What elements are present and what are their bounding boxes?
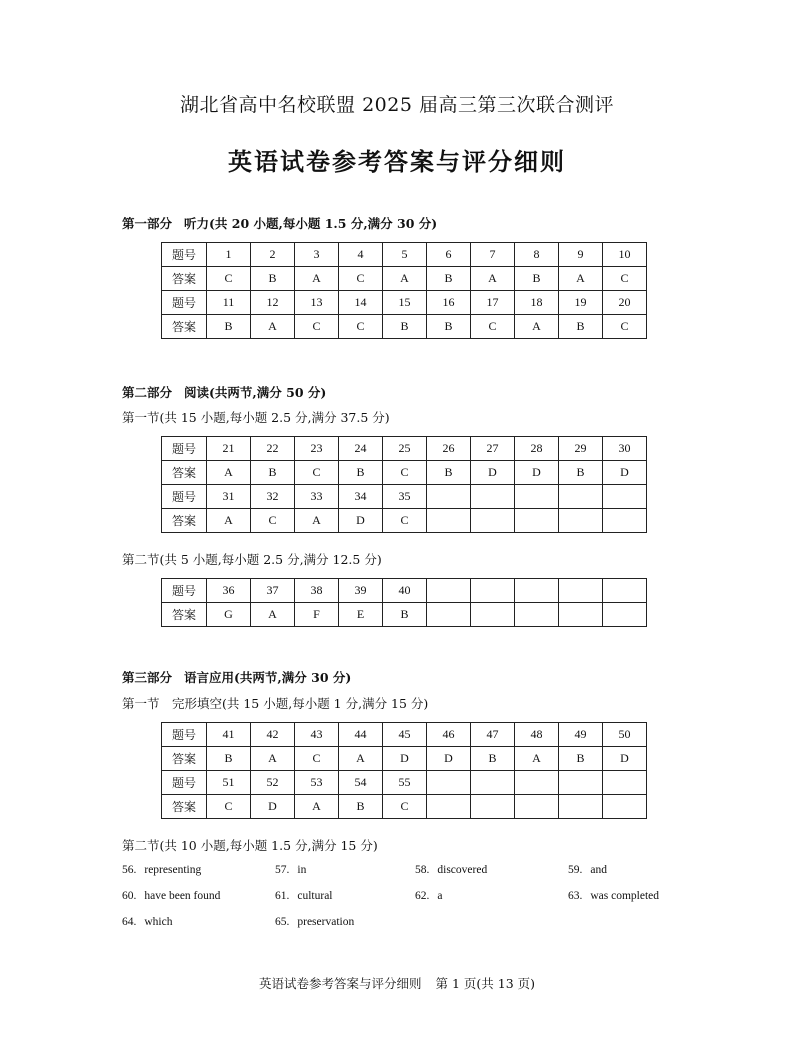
row-label: 题号 bbox=[162, 437, 207, 461]
page-footer bbox=[0, 974, 794, 992]
part3-desc: 语言应用(共两节,满分 30 分) bbox=[184, 670, 352, 685]
answer-cell: C bbox=[471, 315, 515, 339]
question-number-cell: 16 bbox=[427, 291, 471, 315]
question-number-cell: 5 bbox=[383, 243, 427, 267]
question-number-cell: 54 bbox=[339, 771, 383, 795]
footer-doc-name: 英语试卷参考答案与评分细则 bbox=[258, 976, 422, 991]
question-number-cell: 18 bbox=[515, 291, 559, 315]
answer-cell: B bbox=[515, 267, 559, 291]
answer-cell: A bbox=[295, 509, 339, 533]
question-number-cell: 55 bbox=[383, 771, 427, 795]
question-number-cell: 39 bbox=[339, 579, 383, 603]
question-number-cell: 15 bbox=[383, 291, 427, 315]
question-number-cell: 45 bbox=[383, 723, 427, 747]
row-label: 题号 bbox=[162, 291, 207, 315]
question-number-cell: 30 bbox=[603, 437, 647, 461]
table-row bbox=[162, 509, 647, 533]
question-number-cell: 24 bbox=[339, 437, 383, 461]
fill-answer: 56. representing bbox=[122, 864, 202, 876]
part2-heading bbox=[122, 383, 326, 401]
question-number-cell: 19 bbox=[559, 291, 603, 315]
question-number-cell: 2 bbox=[251, 243, 295, 267]
answer-cell: D bbox=[383, 747, 427, 771]
answer-cell: C bbox=[603, 267, 647, 291]
answer-cell: D bbox=[603, 747, 647, 771]
part3-label: 第三部分 bbox=[122, 670, 173, 685]
question-number-cell: 38 bbox=[295, 579, 339, 603]
fill-answer: 58. discovered bbox=[415, 864, 488, 876]
question-number-cell bbox=[559, 579, 603, 603]
answer-cell: C bbox=[339, 267, 383, 291]
question-number-cell: 20 bbox=[603, 291, 647, 315]
row-label: 题号 bbox=[162, 579, 207, 603]
exam-title: 湖北省高中名校联盟 2025 届高三第三次联合测评 bbox=[180, 94, 614, 116]
answer-cell: B bbox=[559, 315, 603, 339]
question-number-cell: 29 bbox=[559, 437, 603, 461]
part3-section1-title: 第一节 完形填空(共 15 小题,每小题 1 分,满分 15 分) bbox=[122, 696, 429, 711]
answer-cell: B bbox=[207, 315, 251, 339]
fill-answer: 65. preservation bbox=[275, 916, 355, 928]
answer-cell: G bbox=[207, 603, 251, 627]
answer-cell bbox=[559, 603, 603, 627]
answer-cell: C bbox=[251, 509, 295, 533]
page-number: 第 1 页(共 13 页) bbox=[435, 976, 536, 991]
part3-heading bbox=[122, 668, 351, 686]
table-row bbox=[162, 437, 647, 461]
question-number-cell: 26 bbox=[427, 437, 471, 461]
row-label: 题号 bbox=[162, 243, 207, 267]
question-number-cell: 52 bbox=[251, 771, 295, 795]
answer-cell bbox=[603, 795, 647, 819]
fill-answer: 57. in bbox=[275, 864, 307, 876]
question-number-cell: 14 bbox=[339, 291, 383, 315]
question-number-cell bbox=[427, 485, 471, 509]
answer-cell: B bbox=[339, 795, 383, 819]
question-number-cell bbox=[515, 771, 559, 795]
part1-answer-table bbox=[161, 242, 647, 339]
answer-cell: A bbox=[207, 461, 251, 485]
question-number-cell bbox=[427, 771, 471, 795]
answer-cell: C bbox=[383, 795, 427, 819]
answer-cell: B bbox=[559, 461, 603, 485]
question-number-cell bbox=[603, 771, 647, 795]
part2-section2-title: 第二节(共 5 小题,每小题 2.5 分,满分 12.5 分) bbox=[122, 552, 382, 567]
answer-cell bbox=[515, 795, 559, 819]
answer-cell: D bbox=[339, 509, 383, 533]
question-number-cell: 11 bbox=[207, 291, 251, 315]
answer-cell bbox=[603, 509, 647, 533]
table-row bbox=[162, 579, 647, 603]
fill-answer: 59. and bbox=[568, 864, 607, 876]
part3-section2-title: 第二节(共 10 小题,每小题 1.5 分,满分 15 分) bbox=[122, 838, 378, 853]
document-title: 英语试卷参考答案与评分细则 bbox=[228, 147, 566, 176]
answer-cell: C bbox=[295, 747, 339, 771]
question-number-cell: 37 bbox=[251, 579, 295, 603]
answer-cell bbox=[559, 795, 603, 819]
answer-cell: B bbox=[427, 461, 471, 485]
answer-cell: E bbox=[339, 603, 383, 627]
question-number-cell: 47 bbox=[471, 723, 515, 747]
answer-cell: D bbox=[471, 461, 515, 485]
question-number-cell: 12 bbox=[251, 291, 295, 315]
answer-cell: B bbox=[251, 461, 295, 485]
question-number-cell: 1 bbox=[207, 243, 251, 267]
question-number-cell: 6 bbox=[427, 243, 471, 267]
question-number-cell: 13 bbox=[295, 291, 339, 315]
question-number-cell bbox=[471, 485, 515, 509]
row-label: 答案 bbox=[162, 267, 207, 291]
fill-answer: 62. a bbox=[415, 890, 443, 902]
question-number-cell: 4 bbox=[339, 243, 383, 267]
part1-heading bbox=[122, 214, 437, 232]
answer-cell: C bbox=[383, 509, 427, 533]
answer-cell: A bbox=[339, 747, 383, 771]
answer-cell bbox=[515, 603, 559, 627]
question-number-cell bbox=[427, 579, 471, 603]
part2-desc: 阅读(共两节,满分 50 分) bbox=[184, 385, 327, 400]
question-number-cell bbox=[471, 771, 515, 795]
answer-cell: B bbox=[559, 747, 603, 771]
question-number-cell: 28 bbox=[515, 437, 559, 461]
table-row bbox=[162, 267, 647, 291]
answer-cell bbox=[471, 795, 515, 819]
answer-cell bbox=[603, 603, 647, 627]
part3-section1-table bbox=[161, 722, 647, 819]
answer-cell bbox=[471, 603, 515, 627]
part2-section1-table bbox=[161, 436, 647, 533]
answer-cell: C bbox=[603, 315, 647, 339]
answer-cell: B bbox=[427, 267, 471, 291]
answer-cell: A bbox=[251, 747, 295, 771]
question-number-cell bbox=[603, 485, 647, 509]
table-row bbox=[162, 747, 647, 771]
answer-cell bbox=[427, 603, 471, 627]
question-number-cell: 51 bbox=[207, 771, 251, 795]
table-row bbox=[162, 291, 647, 315]
answer-cell: D bbox=[427, 747, 471, 771]
answer-cell: B bbox=[383, 603, 427, 627]
question-number-cell: 32 bbox=[251, 485, 295, 509]
answer-cell: A bbox=[515, 747, 559, 771]
table-row bbox=[162, 315, 647, 339]
question-number-cell: 34 bbox=[339, 485, 383, 509]
table-row bbox=[162, 603, 647, 627]
question-number-cell: 27 bbox=[471, 437, 515, 461]
row-label: 题号 bbox=[162, 723, 207, 747]
answer-cell: A bbox=[471, 267, 515, 291]
question-number-cell: 53 bbox=[295, 771, 339, 795]
question-number-cell: 10 bbox=[603, 243, 647, 267]
row-label: 题号 bbox=[162, 485, 207, 509]
table-row bbox=[162, 243, 647, 267]
answer-cell: B bbox=[207, 747, 251, 771]
row-label: 答案 bbox=[162, 747, 207, 771]
answer-cell: A bbox=[383, 267, 427, 291]
answer-cell bbox=[515, 509, 559, 533]
question-number-cell: 3 bbox=[295, 243, 339, 267]
row-label: 答案 bbox=[162, 603, 207, 627]
answer-cell: C bbox=[339, 315, 383, 339]
question-number-cell: 22 bbox=[251, 437, 295, 461]
table-row bbox=[162, 461, 647, 485]
question-number-cell bbox=[515, 579, 559, 603]
fill-answer: 60. have been found bbox=[122, 890, 221, 902]
question-number-cell: 46 bbox=[427, 723, 471, 747]
question-number-cell bbox=[559, 771, 603, 795]
part2-section1-title: 第一节(共 15 小题,每小题 2.5 分,满分 37.5 分) bbox=[122, 410, 390, 425]
answer-cell: D bbox=[251, 795, 295, 819]
question-number-cell: 36 bbox=[207, 579, 251, 603]
question-number-cell: 33 bbox=[295, 485, 339, 509]
row-label: 题号 bbox=[162, 771, 207, 795]
answer-cell: B bbox=[471, 747, 515, 771]
question-number-cell: 43 bbox=[295, 723, 339, 747]
row-label: 答案 bbox=[162, 315, 207, 339]
question-number-cell: 40 bbox=[383, 579, 427, 603]
answer-cell: C bbox=[207, 795, 251, 819]
answer-cell bbox=[427, 509, 471, 533]
table-row bbox=[162, 795, 647, 819]
answer-cell: A bbox=[207, 509, 251, 533]
answer-cell: D bbox=[603, 461, 647, 485]
answer-cell: A bbox=[295, 795, 339, 819]
row-label: 答案 bbox=[162, 461, 207, 485]
table-row bbox=[162, 771, 647, 795]
question-number-cell: 23 bbox=[295, 437, 339, 461]
question-number-cell bbox=[603, 579, 647, 603]
part1-label: 第一部分 bbox=[122, 216, 173, 231]
answer-cell: A bbox=[251, 315, 295, 339]
answer-cell bbox=[471, 509, 515, 533]
answer-cell: A bbox=[559, 267, 603, 291]
question-number-cell: 50 bbox=[603, 723, 647, 747]
question-number-cell: 35 bbox=[383, 485, 427, 509]
answer-cell: C bbox=[207, 267, 251, 291]
fill-answer: 63. was completed bbox=[568, 890, 660, 902]
answer-cell: C bbox=[295, 461, 339, 485]
table-row bbox=[162, 485, 647, 509]
answer-cell: B bbox=[427, 315, 471, 339]
answer-cell: B bbox=[251, 267, 295, 291]
answer-cell bbox=[427, 795, 471, 819]
question-number-cell bbox=[471, 579, 515, 603]
answer-cell: D bbox=[515, 461, 559, 485]
answer-cell bbox=[559, 509, 603, 533]
question-number-cell: 48 bbox=[515, 723, 559, 747]
table-row bbox=[162, 723, 647, 747]
row-label: 答案 bbox=[162, 509, 207, 533]
answer-cell: B bbox=[383, 315, 427, 339]
answer-cell: A bbox=[515, 315, 559, 339]
part2-section2-table bbox=[161, 578, 647, 627]
answer-cell: F bbox=[295, 603, 339, 627]
question-number-cell: 49 bbox=[559, 723, 603, 747]
question-number-cell: 8 bbox=[515, 243, 559, 267]
answer-cell: C bbox=[383, 461, 427, 485]
question-number-cell: 9 bbox=[559, 243, 603, 267]
row-label: 答案 bbox=[162, 795, 207, 819]
question-number-cell: 44 bbox=[339, 723, 383, 747]
question-number-cell: 7 bbox=[471, 243, 515, 267]
question-number-cell: 42 bbox=[251, 723, 295, 747]
question-number-cell bbox=[515, 485, 559, 509]
answer-cell: C bbox=[295, 315, 339, 339]
answer-cell: B bbox=[339, 461, 383, 485]
question-number-cell: 25 bbox=[383, 437, 427, 461]
part1-desc: 听力(共 20 小题,每小题 1.5 分,满分 30 分) bbox=[184, 216, 438, 231]
fill-answer: 64. which bbox=[122, 916, 173, 928]
part2-label: 第二部分 bbox=[122, 385, 173, 400]
answer-cell: A bbox=[251, 603, 295, 627]
fill-answer: 61. cultural bbox=[275, 890, 333, 902]
question-number-cell: 21 bbox=[207, 437, 251, 461]
question-number-cell: 17 bbox=[471, 291, 515, 315]
question-number-cell bbox=[559, 485, 603, 509]
answer-cell: A bbox=[295, 267, 339, 291]
question-number-cell: 31 bbox=[207, 485, 251, 509]
question-number-cell: 41 bbox=[207, 723, 251, 747]
